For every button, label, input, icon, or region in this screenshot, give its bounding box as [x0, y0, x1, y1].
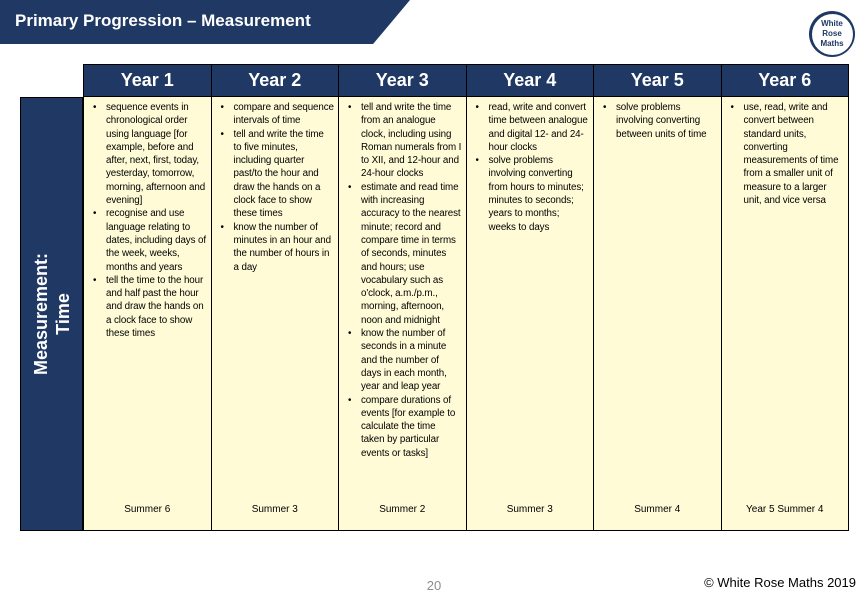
objective-item: • estimate and read time with increasing accuracy to the nearest minute; record and compare time in terms of seconds, minutes and hours; use vocabulary such as o'clock, a.m./p.m., morning, afternoon, noon and midnight [343, 181, 462, 327]
term-label: Summer 4 [634, 504, 681, 515]
year-header [594, 65, 722, 97]
logo-badge [812, 14, 853, 55]
term-label: Summer 3 [251, 504, 298, 515]
year-header [84, 65, 212, 97]
objective-item: • tell and write the time to five minutes, including quarter past/to the hour and draw the hands on a clock face to show these times [216, 128, 335, 221]
objective-item: • solve problems involving converting between units of time [598, 101, 717, 141]
logo-text-line: Maths [820, 39, 844, 48]
content-row [84, 97, 849, 531]
year-header [466, 65, 594, 97]
year-header-label: Year 5 [630, 70, 684, 90]
objective-item: • tell and write the time from an analogue clock, including using Roman numerals from I to XII, and 12-hour and 24-hour clocks [343, 101, 462, 181]
objective-item: • know the number of seconds in a minute and the number of days in each month, year and leap year [343, 327, 462, 393]
objective-item: • tell the time to the hour and half past the hour and draw the hands on a clock face to show these times [88, 274, 207, 340]
strand-label-line: Measurement: [30, 252, 51, 376]
term-label: Summer 3 [506, 504, 553, 515]
page-number: 20 [426, 578, 442, 593]
logo-text-line: White [821, 19, 843, 28]
year-header [339, 65, 467, 97]
year-header-label: Year 2 [248, 70, 302, 90]
page-title: Primary Progression – Measurement [15, 11, 311, 30]
year-header [721, 65, 849, 97]
year-header [211, 65, 339, 97]
year-4-cell [466, 97, 594, 531]
year-1-cell [84, 97, 212, 531]
year-header-label: Year 3 [375, 70, 429, 90]
objective-item: • sequence events in chronological order using language [for example, before and after, next, first, today, yesterday, tomorrow, morning, afternoon and evening] [88, 101, 207, 207]
strand-label [20, 97, 83, 531]
term-label: Year 5 Summer 4 [746, 504, 824, 515]
strand-label-line: Time [52, 293, 73, 335]
strand-label-text [30, 253, 74, 375]
objective-item: • compare durations of events [for example to calculate the time taken by particular events or tasks] [343, 394, 462, 460]
objective-list [343, 101, 462, 460]
objective-list [216, 101, 335, 274]
year-header-label: Year 1 [120, 70, 174, 90]
year-3-cell [339, 97, 467, 531]
logo-text-line: Rose [822, 29, 842, 38]
objective-list [598, 101, 717, 141]
year-5-cell [594, 97, 722, 531]
objective-item: • use, read, write and convert between standard units, converting measurements of time from a smaller unit of measure to a larger unit, and vice versa [726, 101, 845, 207]
year-header-row [84, 65, 849, 97]
objective-item: • solve problems involving converting from hours to minutes; minutes to seconds; years to months; weeks to days [471, 154, 590, 234]
white-rose-maths-logo [809, 11, 855, 57]
objective-item: • read, write and convert time between analogue and digital 12- and 24-hour clocks [471, 101, 590, 154]
objective-item: • know the number of minutes in an hour and the number of hours in a day [216, 221, 335, 274]
term-label: Summer 2 [379, 504, 426, 515]
year-2-cell [211, 97, 339, 531]
objective-item: • compare and sequence intervals of time [216, 101, 335, 128]
term-label: Summer 6 [124, 504, 171, 515]
objective-list [88, 101, 207, 340]
year-6-cell [721, 97, 849, 531]
objective-item: • recognise and use language relating to dates, including days of the week, weeks, months and years [88, 207, 207, 273]
progression-table [83, 64, 849, 531]
objective-list [726, 101, 845, 207]
year-header-label: Year 6 [758, 70, 812, 90]
copyright-notice: © White Rose Maths 2019 [704, 575, 856, 590]
objective-list [471, 101, 590, 234]
year-header-label: Year 4 [503, 70, 557, 90]
